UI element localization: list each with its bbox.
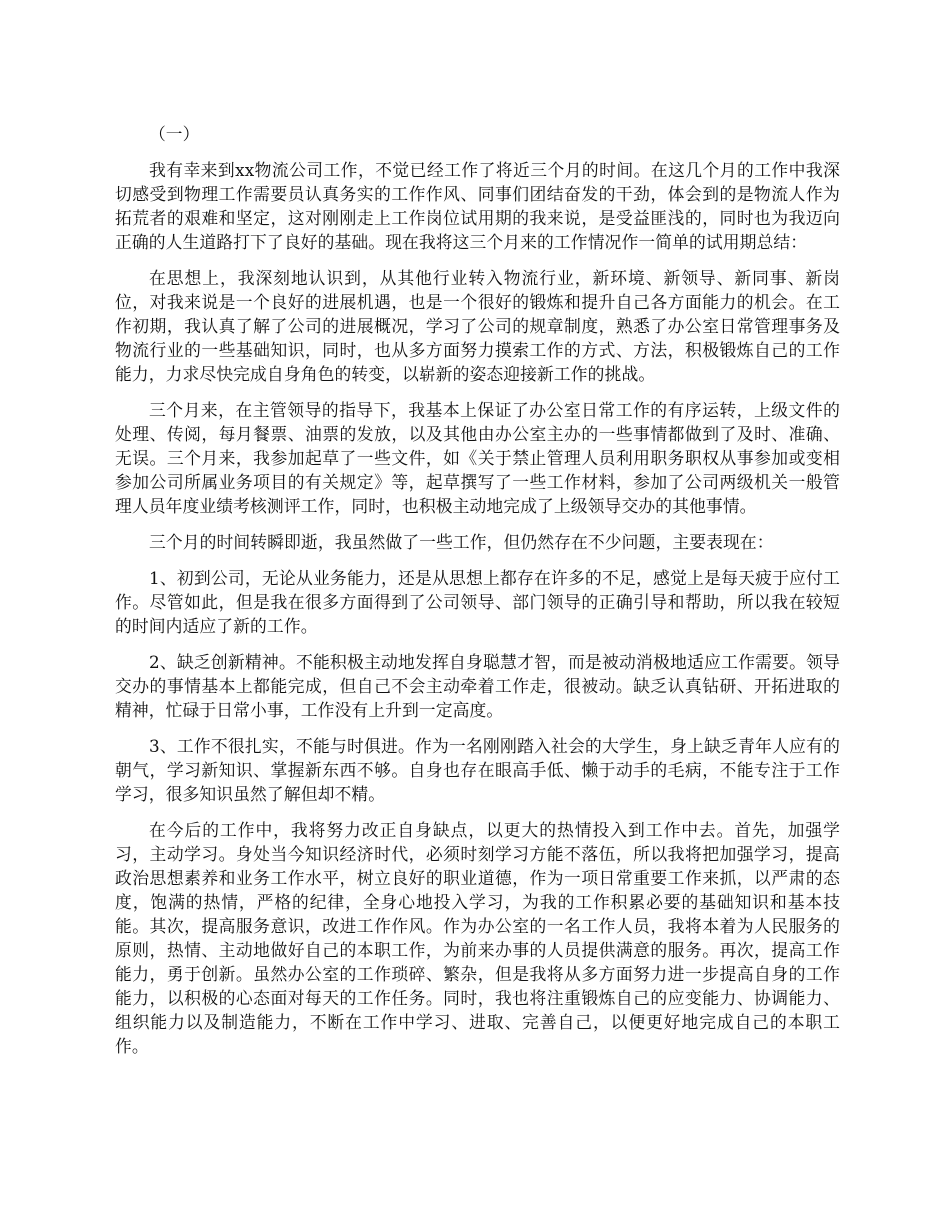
document-body bbox=[115, 122, 840, 1070]
paragraph-thinking: 在思想上，我深刻地认识到，从其他行业转入物流行业，新环境、新领导、新同事、新岗位，对我来说是一个良好的进展机遇，也是一个很好的锻炼和提升自己各方面能力的机会。在工作初期，我认真了解了公司的进展概况，学习了公司的规章制度，熟悉了办公室日常管理事务及物流行业的一些基础知识，同时，也从多方面努力摸索工作的方式、方法，积极锻炼自己的工作能力，力求尽快完成自身角色的转变，以崭新的姿态迎接新工作的挑战。 bbox=[115, 268, 840, 384]
paragraph-work: 三个月来，在主管领导的指导下，我基本上保证了办公室日常工作的有序运转，上级文件的处理、传阅，每月餐票、油票的发放，以及其他由办公室主办的一些事情都做到了及时、准确、无误。三个月来，我参加起草了一些文件，如《关于禁止管理人员利用职务职权从事参加或变相参加公司所属业务项目的有关规定》等，起草撰写了一些工作材料，参加了公司两级机关一般管理人员年度业绩考核测评工作，同时，也积极主动地完成了上级领导交办的其他事情。 bbox=[115, 400, 840, 516]
paragraph-future-plan: 在今后的工作中，我将努力改正自身缺点，以更大的热情投入到工作中去。首先，加强学习，主动学习。身处当今知识经济时代，必须时刻学习方能不落伍，所以我将把加强学习，提高政治思想素养和业务工作水平，树立良好的职业道德，作为一项日常重要工作来抓，以严肃的态度，饱满的热情，严格的纪律，全身心地投入学习，为我的工作积累必要的基础知识和基本技能。其次，提高服务意识，改进工作作风。作为办公室的一名工作人员，我将本着为人民服务的原则，热情、主动地做好自己的本职工作，为前来办事的人员提供满意的服务。再次，提高工作能力，勇于创新。虽然办公室的工作琐碎、繁杂，但是我将从多方面努力进一步提高自身的工作能力，以积极的心态面对每天的工作任务。同时，我也将注重锻炼自己的应变能力、协调能力、组织能力以及制造能力，不断在工作中学习、进取、完善自己，以便更好地完成自己的本职工作。 bbox=[115, 820, 840, 1056]
paragraph-problem-1: 1、初到公司，无论从业务能力，还是从思想上都存在许多的不足，感觉上是每天疲于应付工作。尽管如此，但是我在很多方面得到了公司领导、部门领导的正确引导和帮助，所以我在较短的时间内适应了新的工作。 bbox=[115, 568, 840, 636]
paragraph-problem-2: 2、缺乏创新精神。不能积极主动地发挥自身聪慧才智，而是被动消极地适应工作需要。领导交办的事情基本上都能完成，但自己不会主动牵着工作走，很被动。缺乏认真钻研、开拓进取的精神，忙碌于日常小事，工作没有上升到一定高度。 bbox=[115, 652, 840, 720]
section-heading: （一） bbox=[149, 124, 200, 144]
paragraph-problems-intro: 三个月的时间转瞬即逝，我虽然做了一些工作，但仍然存在不少问题，主要表现在： bbox=[149, 532, 774, 552]
paragraph-problem-3: 3、工作不很扎实，不能与时俱进。作为一名刚刚踏入社会的大学生，身上缺乏青年人应有的朝气，学习新知识、掌握新东西不够。自身也存在眼高手低、懒于动手的毛病，不能专注于工作学习，很多知识虽然了解但却不精。 bbox=[115, 736, 840, 804]
paragraph-intro: 我有幸来到xx物流公司工作，不觉已经工作了将近三个月的时间。在这几个月的工作中我深切感受到物理工作需要员认真务实的工作作风、同事们团结奋发的干劲，体会到的是物流人作为拓荒者的艰难和坚定，这对刚刚走上工作岗位试用期的我来说，是受益匪浅的，同时也为我迈向正确的人生道路打下了良好的基础。现在我将这三个月来的工作情况作一简单的试用期总结： bbox=[115, 160, 840, 252]
